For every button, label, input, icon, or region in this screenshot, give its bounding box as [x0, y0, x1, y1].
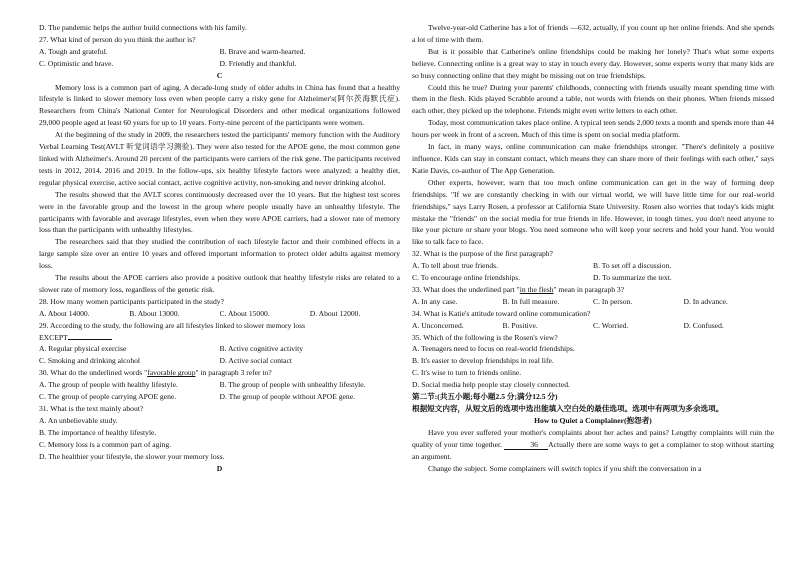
passage-c-paragraph-1: Memory loss is a common part of aging. A decade-long study of older adults in China has found that a healthy lifestyle is linked to slower memory loss even when people carry a risky gene for Alzheimer's(阿尔茨海默氏症). Researchers from China's National Center for Neurological Disorders and other medical organizations followed 29,000 people aged at least 60 years for up to 10 years. Forty-nine percent of the participants were women. [39, 82, 400, 128]
passage-d-paragraph-4: Today, most communication takes place online. A typical teen sends 2,000 texts a month and spends more than 44 hours per week in front of a screen. Much of this time is spent on social media platform. [412, 118, 774, 140]
q34-option-c[interactable]: C. Worried. [593, 320, 629, 330]
q28-option-b[interactable]: B. About 13000. [129, 308, 180, 318]
q28-stem: 28. How many women participants participated in the study? [39, 296, 224, 306]
q28-options [39, 308, 400, 320]
q30-option-a[interactable]: A. The group of people with healthy lifestyle. [39, 380, 178, 390]
q29-options [39, 343, 400, 355]
passage-c-paragraph-4: The researchers said that they studied the contribution of each lifestyle factor and their combined effects in a large sample size over an entire 10 years and offered important information to protect older adults against memory loss. [39, 237, 400, 271]
q29-option-a[interactable]: A. Regular physical exercise [39, 344, 127, 354]
section-d-heading: D [216, 463, 223, 473]
q33-stem-pre: 33. What does the underlined part " [412, 284, 520, 294]
q33-option-a[interactable]: A. In any case. [412, 296, 458, 306]
q31-option-d[interactable]: D. The healthier your lifestyle, the slower your memory loss. [39, 451, 225, 461]
q35-option-d[interactable]: D. Social media help people stay closely connected. [412, 380, 570, 390]
seven-p1-end: Actually there are some ways to get a complainer to stop without starting an argument. [412, 439, 774, 461]
q31-option-b[interactable]: B. The importance of healthy lifestyle. [39, 427, 157, 437]
seven-choose-title: How to Quiet a Complainer(抱怨者) [534, 415, 652, 425]
q27-option-d[interactable]: D. Friendly and thankful. [219, 58, 297, 68]
q32-option-d[interactable]: D. To summarize the text. [593, 273, 672, 283]
q29-stem-line-2 [39, 332, 400, 344]
q32-option-a[interactable]: A. To tell about true friends. [412, 261, 499, 271]
q26-option-d: D. The pandemic helps the author build connections with his family. [39, 23, 247, 32]
part-2-header: 第二节:(共五小题;每小题2.5 分;满分12.5 分) [412, 392, 558, 402]
q30-options-2 [39, 391, 400, 403]
q27-option-b[interactable]: B. Brave and warm-hearted. [219, 46, 306, 56]
q35-option-c[interactable]: C. It's wise to turn to friends online. [412, 368, 522, 378]
passage-c-paragraph-3: The results showed that the AVLT scores continuously decreased over the 10 years. But the highest test scores were in the favorable group and the lowest in the group where people usually have an unhealthy lifestyle. The participants with favorable and average lifestyles, even when they were APOE carriers, had a slower rate of memory loss than the participants with unhealthy lifestyles. [39, 189, 400, 235]
q30-option-b[interactable]: B. The group of people with unhealthy lifestyle. [219, 380, 366, 390]
passage-d-paragraph-6: Other experts, however, warn that too much online communication can get in the way of forming deep friendships. "If we are constantly checking in with our virtual world, we will have little time for our real-world friendships," says Larry Rosen, a professor at California State University. Rosen also worries that today's kids might mistake the "friends" on the social media for true friends in life. However, in tough times, you don't need anyone to like your picture or share your blogs. You need someone who will keep your secrets and hold your hand. You would like to talk face to face. [412, 177, 774, 247]
q32-option-b[interactable]: B. To set off a discussion. [593, 261, 672, 271]
q30-underlined-term: favorable group [147, 368, 196, 378]
q35-option-a[interactable]: A. Teenagers need to focus on real-world friendships. [412, 344, 575, 354]
q30-stem-post: " in paragraph 3 refer to? [195, 368, 272, 378]
q32-option-c[interactable]: C. To encourage online friendships. [412, 273, 521, 283]
q30-stem-pre: 30. What do the underlined words " [39, 368, 148, 378]
seven-choose-paragraph-2: Change the subject. Some complainers will switch topics if you shift the conversation in a [428, 463, 702, 473]
q32-options [412, 260, 774, 272]
q28-option-c[interactable]: C. About 15000. [219, 308, 270, 318]
q30-option-c[interactable]: C. The group of people carrying APOE gene. [39, 392, 177, 402]
q32-options-2 [412, 272, 774, 284]
q31-stem: 31. What is the text mainly about? [39, 404, 144, 413]
q30-option-d[interactable]: D. The group of people without APOE gene. [219, 392, 355, 402]
q28-option-a[interactable]: A. About 14000. [39, 308, 90, 318]
q29-option-c[interactable]: C. Smoking and drinking alcohol [39, 356, 141, 366]
q30-options [39, 379, 400, 391]
q27-stem: 27. What kind of person do you think the author is? [39, 34, 196, 44]
q31-option-a[interactable]: A. An unbelievable study. [39, 415, 118, 425]
q33-option-d[interactable]: D. In advance. [683, 296, 728, 306]
part-2-instruction: 根据短文内容，从短文后的选项中选出能填入空白处的最佳选项。选项中有两项为多余选项。 [412, 404, 724, 413]
section-c-heading: C [216, 70, 223, 80]
q33-options [412, 296, 774, 308]
q29-option-b[interactable]: B. Active cognitive activity [219, 344, 304, 354]
q34-option-a[interactable]: A. Unconcerned. [412, 320, 464, 330]
q34-stem: 34. What is Katie's attitude toward online communication? [412, 308, 591, 318]
q33-option-b[interactable]: B. In full measure. [502, 296, 560, 306]
q27-option-a[interactable]: A. Tough and grateful. [39, 46, 108, 56]
q31-option-c[interactable]: C. Memory loss is a common part of aging. [39, 439, 172, 449]
q33-stem [412, 284, 774, 296]
q27-option-c[interactable]: C. Optimistic and brave. [39, 58, 114, 68]
right-column [412, 22, 774, 474]
q33-stem-post: " mean in paragraph 3? [553, 284, 625, 294]
q30-stem [39, 367, 400, 379]
q35-stem: 35. Which of the following is the Rosen's view? [412, 332, 558, 342]
seven-p1-start: Have you ever suffered your mother's complaints about her aches and pains? Lengthy complaints will ruin the quality of your time together. [412, 427, 774, 449]
left-column [39, 22, 400, 474]
passage-d-paragraph-3: Could this be true? During your parents' childhoods, connecting with friends usually meant spending time with them in the flesh. Kids played Scrabble around a table, not words with friends on their phones. When friends missed each other, they picked up the telephone. Friends might even write letters to each other. [412, 82, 774, 116]
passage-d-paragraph-2: But is it possible that Catherine's online friendships could be making her lonely? That's what some experts believe. Connecting online is a great way to stay in touch every day. However, some experts worry that many kids are so busy connecting online that they might be missing out on true friendships. [412, 46, 774, 80]
q34-options [412, 320, 774, 332]
passage-d-paragraph-1: Twelve-year-old Catherine has a lot of friends —632, actually, if you count up her online friends. And she spends a lot of time with them. [412, 23, 774, 44]
q29-except: EXCEPT [39, 332, 68, 342]
q29-options-2 [39, 355, 400, 367]
q33-underlined-term: in the flesh [519, 284, 554, 294]
passage-c-paragraph-2: At the beginning of the study in 2009, the researchers tested the participants' memory function with the Auditory Verbal Learning Test(AVLT 听觉词语学习测验). They were also tested for the APOE gene, the most common gene linked with Alzheimer's. Around 20 percent of the participants were carriers of the risk gene. The participants received tests in 2012, 2014, 2016 and 2019. In the follow-ups, six healthy lifestyle factors were analyzed: a healthy diet, regular physical exercise, active social contact, active cognitive activity, non-smoking and never drinking alcohol. [39, 130, 400, 187]
passage-d-paragraph-5: In fact, in many ways, online communication can make friendships stronger. "There's definitely a positive influence. Kids can stay in constant contact, which means they can share more of their feelings with each other," says Katie Davis, co-author of The App Generation. [412, 142, 774, 175]
blank-36[interactable]: 36 [504, 440, 548, 450]
q27-options [39, 46, 400, 58]
q29-blank [68, 339, 112, 340]
passage-c-paragraph-5: The results about the APOE carriers also provide a positive outlook that healthy lifestyle risks are related to a slower rate of memory loss, regardless of the genetic risk. [39, 273, 400, 294]
q29-option-d[interactable]: D. Active social contact [219, 356, 293, 366]
q33-option-c[interactable]: C. In person. [593, 296, 633, 306]
q34-option-b[interactable]: B. Positive. [502, 320, 538, 330]
q32-stem: 32. What is the purpose of the first paragraph? [412, 249, 553, 259]
q35-option-b[interactable]: B. It's easier to develop friendships in real life. [412, 356, 554, 366]
q29-stem: 29. According to the study, the following are all lifestyles linked to slower memory loss [39, 320, 306, 330]
q28-option-d[interactable]: D. About 12000. [309, 308, 361, 318]
q27-options-2 [39, 58, 400, 70]
seven-choose-paragraph-1 [412, 427, 774, 463]
q34-option-d[interactable]: D. Confused. [683, 320, 724, 330]
